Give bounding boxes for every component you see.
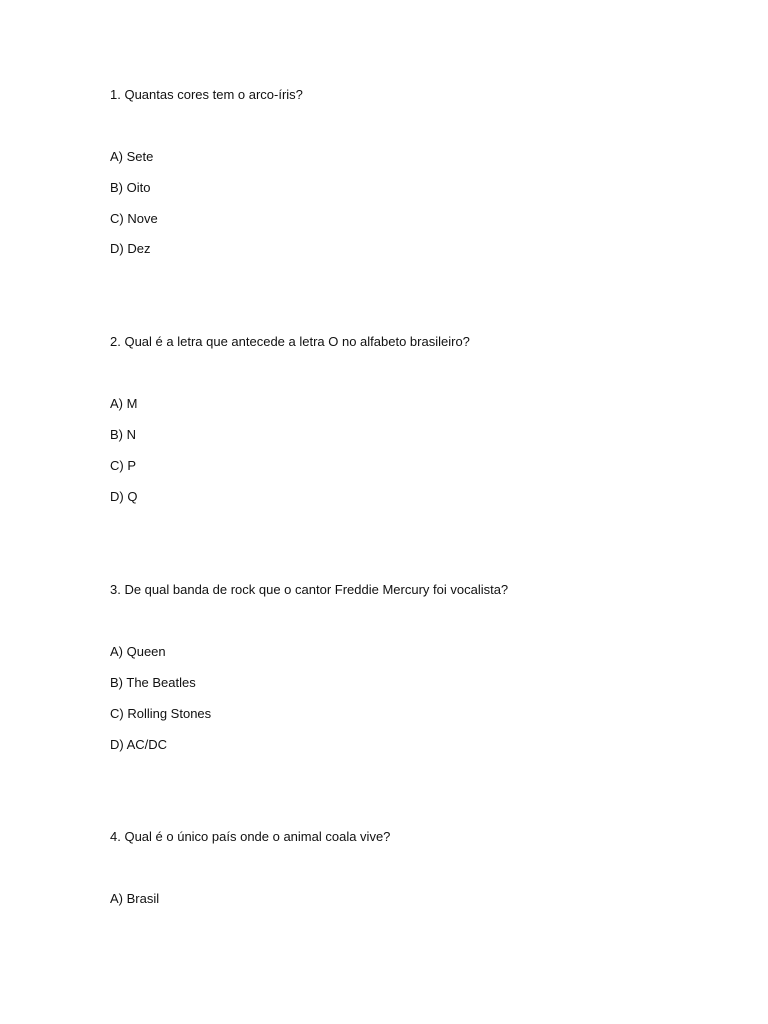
question-3-option-d: D) AC/DC xyxy=(110,737,168,752)
question-1-option-a: A) Sete xyxy=(110,149,154,164)
question-4-option-a: A) Brasil xyxy=(110,891,160,906)
question-4-text: 4. Qual é o único país onde o animal coala vive? xyxy=(110,829,391,844)
question-1-option-c: C) Nove xyxy=(110,211,158,226)
question-2-option-b: B) N xyxy=(110,427,136,442)
question-3-text: 3. De qual banda de rock que o cantor Freddie Mercury foi vocalista? xyxy=(110,582,509,597)
question-1-text: 1. Quantas cores tem o arco-íris? xyxy=(110,87,303,102)
question-1-option-b: B) Oito xyxy=(110,180,151,195)
question-2-option-d: D) Q xyxy=(110,489,138,504)
question-2-text: 2. Qual é a letra que antecede a letra O no alfabeto brasileiro? xyxy=(110,334,470,349)
question-2-option-a: A) M xyxy=(110,396,138,411)
question-2-option-c: C) P xyxy=(110,458,136,473)
question-3-option-b: B) The Beatles xyxy=(110,675,196,690)
question-3-option-a: A) Queen xyxy=(110,644,166,659)
question-3-option-c: C) Rolling Stones xyxy=(110,706,212,721)
question-1-option-d: D) Dez xyxy=(110,241,151,256)
